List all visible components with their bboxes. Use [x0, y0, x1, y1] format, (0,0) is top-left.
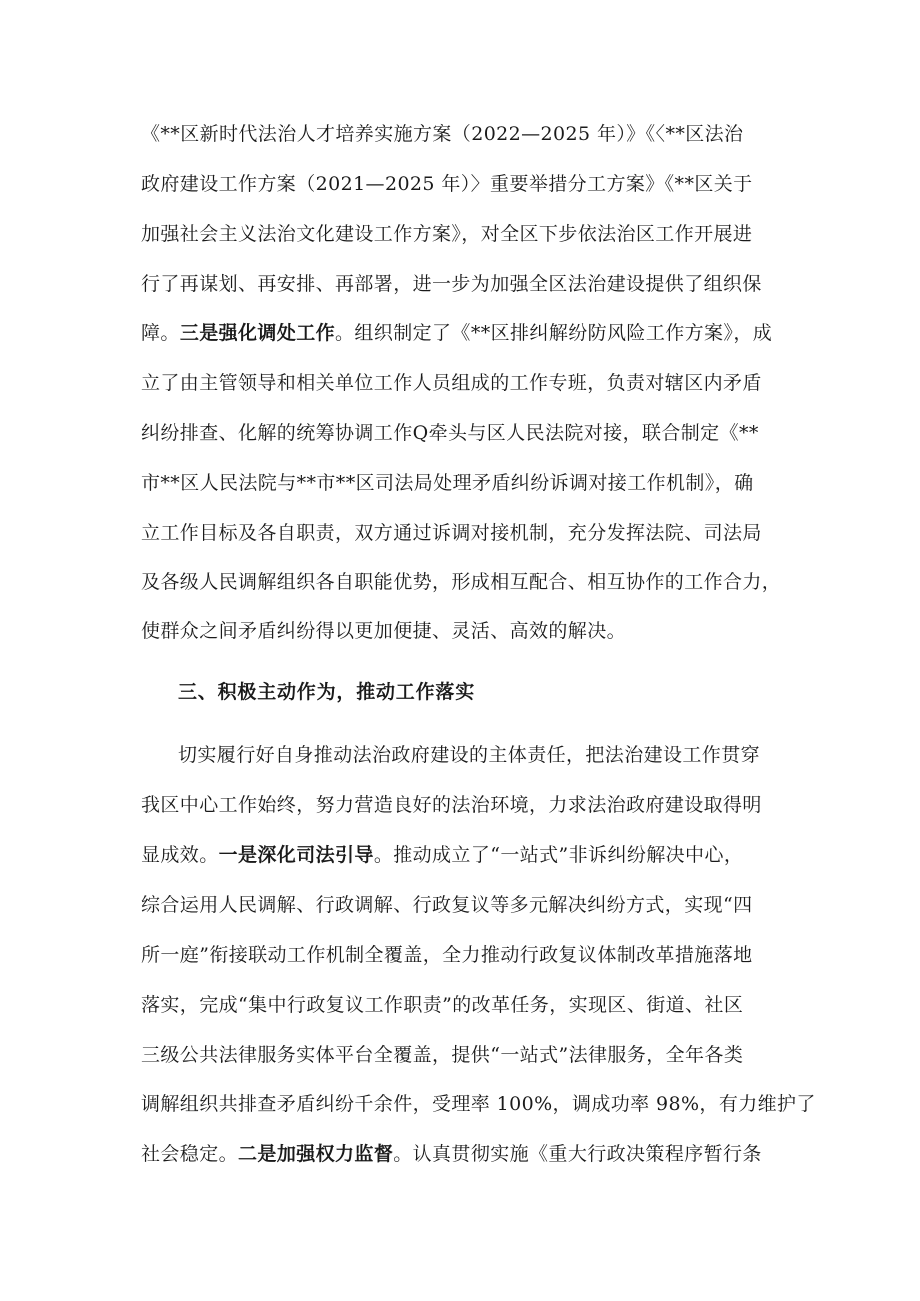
- paragraph-line: 政府建设工作方案（2021—2025 年）〉重要举措分工方案》《**区关于: [141, 173, 753, 195]
- paragraph-line: 我区中心工作始终，努力营造良好的法治环境，力求法治政府建设取得明: [141, 794, 762, 816]
- line-text: 显成效。: [141, 844, 219, 866]
- paragraph-line: 立工作目标及各自职责，双方通过诉调对接机制，充分发挥法院、司法局: [141, 522, 762, 544]
- section-heading: 三、积极主动作为，推动工作落实: [178, 681, 476, 703]
- line-text: 障。: [141, 322, 180, 344]
- line-text: 。推动成立了“一站式”非诉纠纷解决中心，: [373, 844, 744, 866]
- bold-lead-phrase: 三是强化调处工作: [179, 322, 336, 344]
- paragraph-line: [141, 321, 796, 345]
- paragraph-line: 立了由主管领导和相关单位工作人员组成的工作专班，负责对辖区内矛盾: [141, 372, 762, 394]
- paragraph-line: 及各级人民调解组织各自职能优势，形成相互配合、相互协作的工作合力，: [141, 571, 782, 593]
- paragraph-line: 落实，完成“集中行政复议工作职责”的改革任务，实现区、街道、社区: [141, 994, 744, 1016]
- bold-lead-phrase: 一是深化司法引导: [218, 844, 374, 866]
- paragraph-line: 三级公共法律服务实体平台全覆盖，提供“一站式”法律服务，全年各类: [141, 1044, 744, 1066]
- line-text: 社会稳定。: [141, 1143, 239, 1165]
- paragraph-line: 《**区新时代法治人才培养实施方案（2022—2025 年）》《〈**区法治: [141, 123, 744, 145]
- bold-lead-phrase: 二是加强权力监督: [238, 1143, 394, 1165]
- paragraph-line: 所一庭”衔接联动工作机制全覆盖，全力推动行政复议体制改革措施落地: [141, 944, 753, 966]
- paragraph-line: 市**区人民法院与**市**区司法局处理矛盾纠纷诉调对接工作机制》，确: [141, 472, 754, 494]
- paragraph-line: 切实履行好自身推动法治政府建设的主体责任，把法治建设工作贯穿: [178, 744, 761, 766]
- paragraph-line: 调解组织共排查矛盾纠纷千余件，受理率 100%，调成功率 98%，有力维护了: [141, 1093, 816, 1115]
- paragraph-line: 加强社会主义法治文化建设工作方案》，对全区下步依法治区工作开展进: [141, 223, 753, 245]
- line-text: 。组织制定了《**区排纠解纷防风险工作方案》，成: [335, 322, 773, 344]
- paragraph-line: 纠纷排查、化解的统筹协调工作Q牵头与区人民法院对接，联合制定《**: [141, 422, 759, 444]
- paragraph-line: 使群众之间矛盾纠纷得以更加便捷、灵活、高效的解决。: [141, 620, 627, 642]
- paragraph-line: [141, 843, 796, 867]
- paragraph-line: 行了再谋划、再安排、再部署，进一步为加强全区法治建设提供了组织保: [141, 273, 762, 295]
- line-text: 。认真贯彻实施《重大行政决策程序暂行条: [393, 1143, 762, 1165]
- paragraph-line: 综合运用人民调解、行政调解、行政复议等多元解决纠纷方式，实现“四: [141, 894, 753, 916]
- paragraph-line: [141, 1142, 796, 1166]
